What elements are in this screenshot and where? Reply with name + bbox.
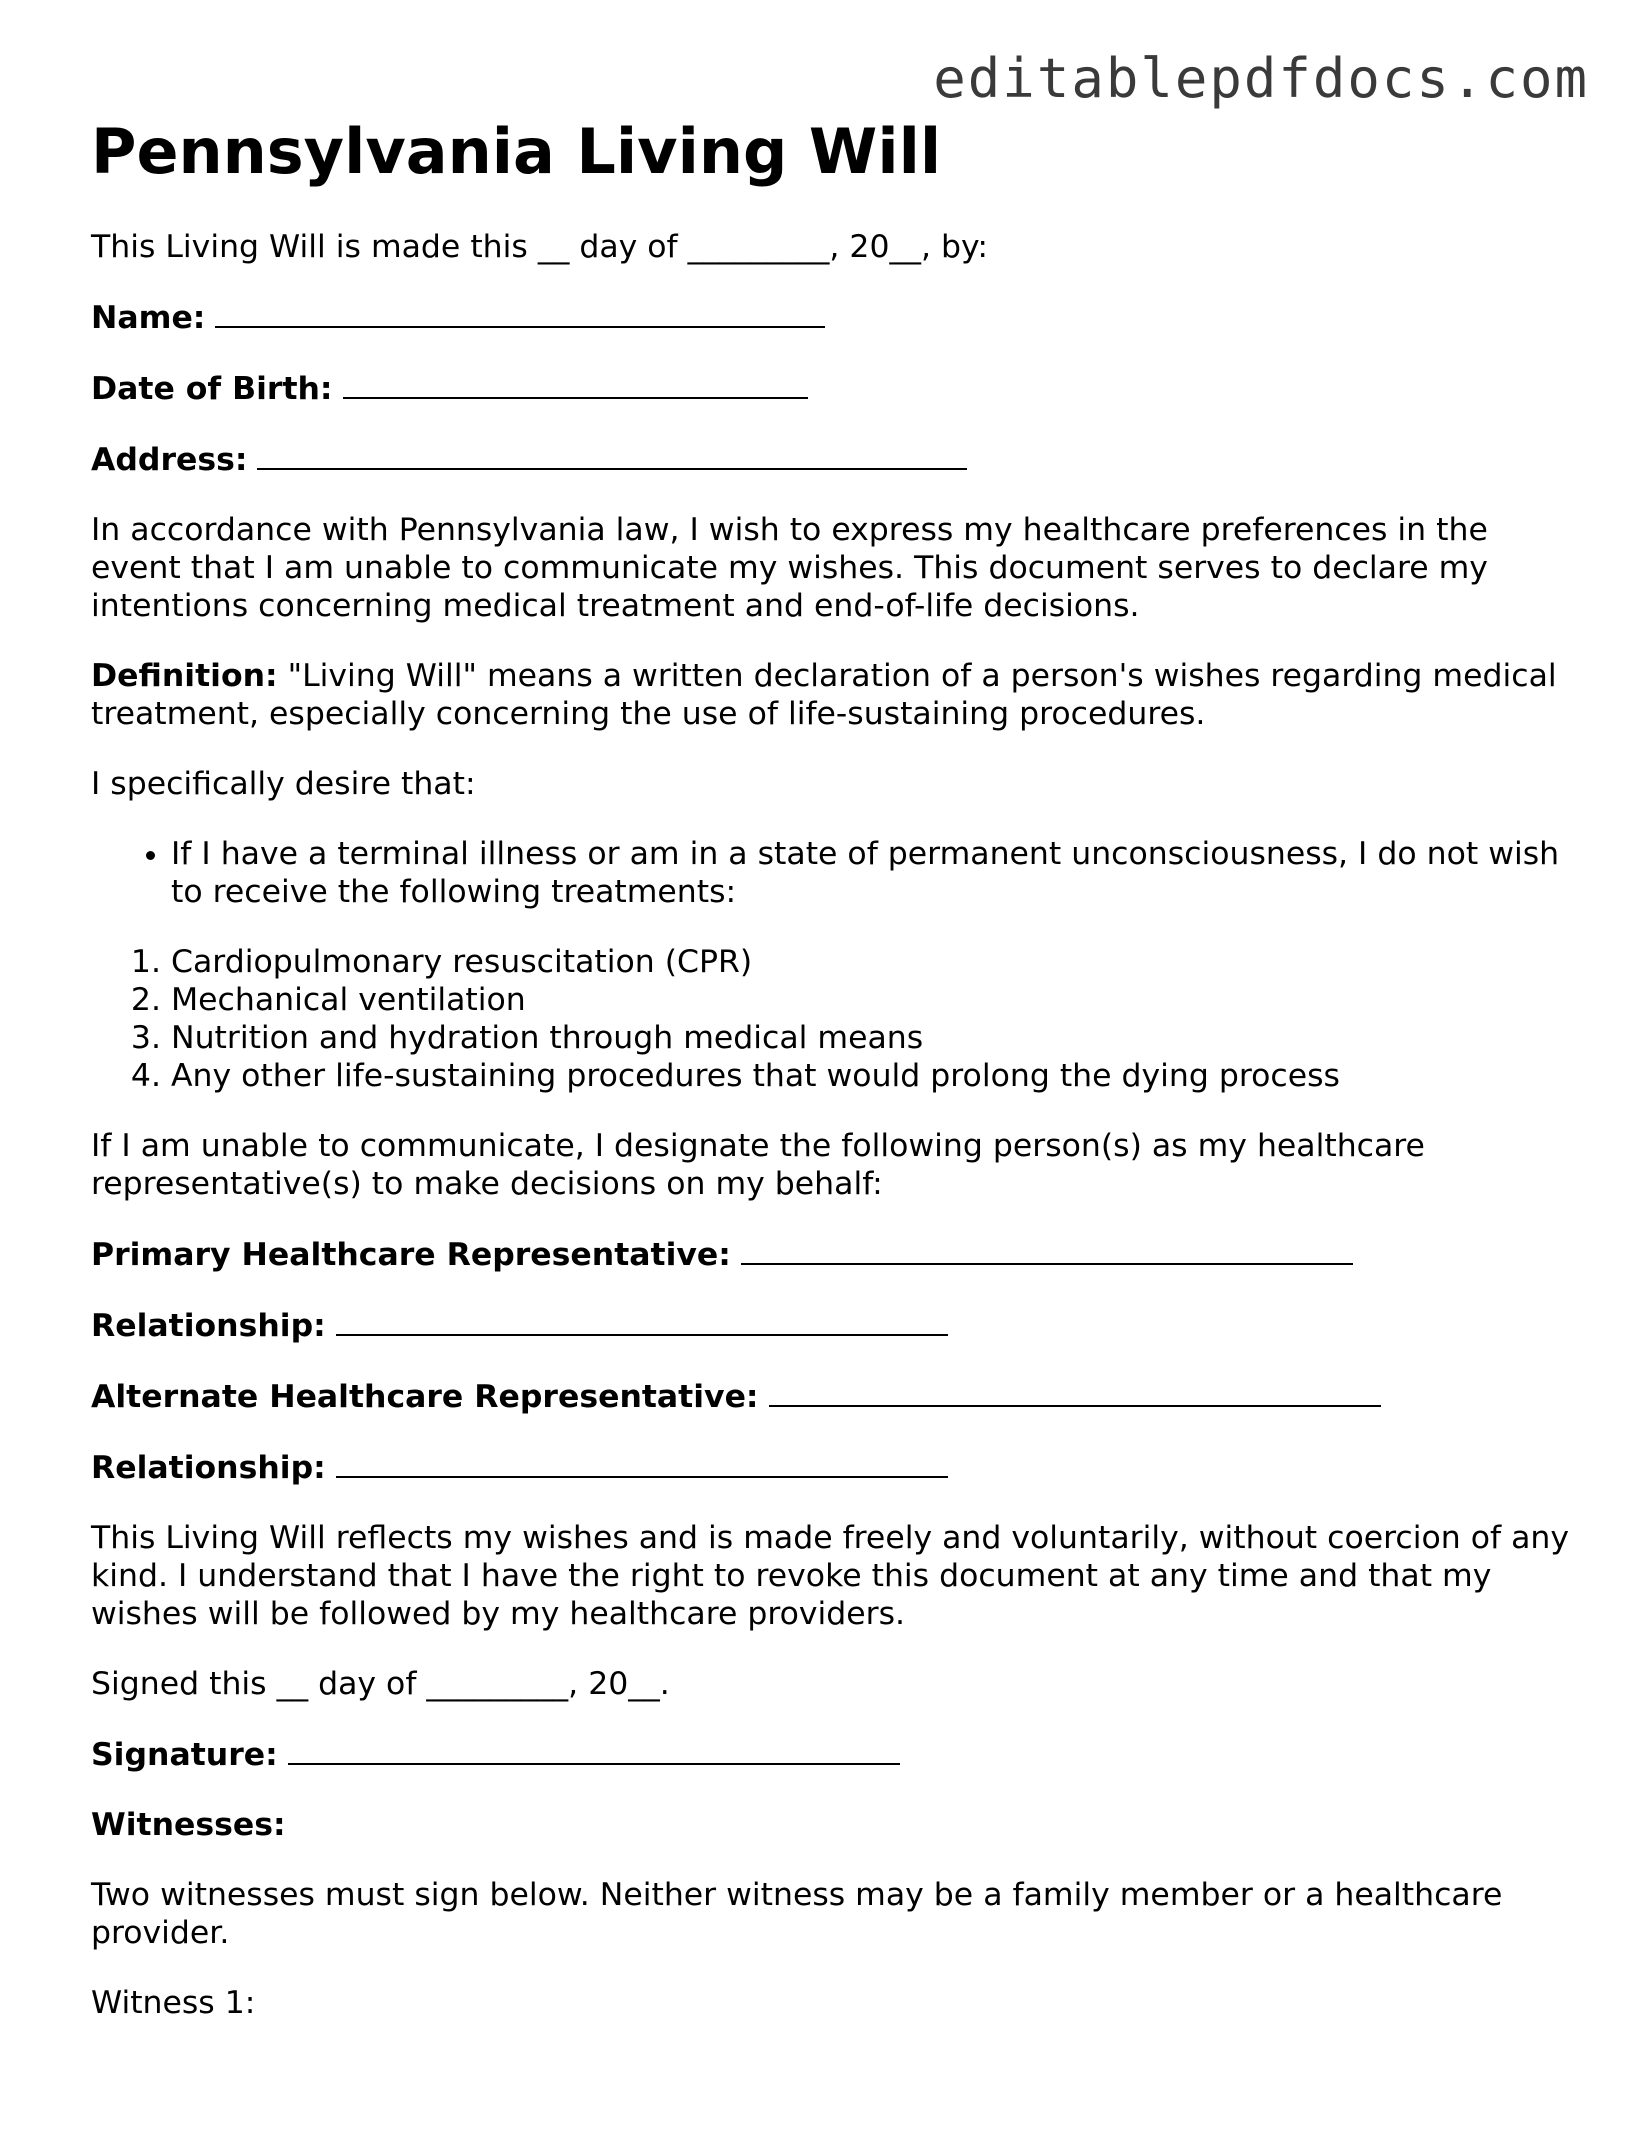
treatment-item: 4. Any other life-sustaining procedures that would prolong the dying process — [171, 1057, 1571, 1095]
watermark: editablepdfdocs.com — [933, 47, 1589, 110]
reflects-paragraph: This Living Will reflects my wishes and is made freely and voluntarily, without coercion of any kind. I understand that I have the right to revoke this document at any time and that my wishes will be followed by my healthcare providers. — [91, 1520, 1570, 1633]
relationship-blank-2[interactable] — [336, 1448, 948, 1478]
relationship-field-2[interactable] — [91, 1448, 1571, 1487]
signature-label: Signature: — [91, 1737, 278, 1774]
primary-representative-label: Primary Healthcare Representative: — [91, 1237, 731, 1274]
dob-label: Date of Birth: — [91, 371, 333, 408]
witnesses-paragraph: Two witnesses must sign below. Neither witness may be a family member or a healthcare provider. — [91, 1877, 1503, 1952]
treatment-list — [91, 943, 1571, 1095]
dob-field[interactable] — [91, 369, 1571, 408]
treatment-item: 2. Mechanical ventilation — [171, 981, 1571, 1019]
relationship-field-1[interactable] — [91, 1306, 1571, 1345]
accordance-paragraph: In accordance with Pennsylvania law, I wish to express my healthcare preferences in the event that I am unable to communicate my wishes. This document serves to declare my intentions concerning medical treatment and end-of-life decisions. — [91, 512, 1488, 625]
alternate-representative-blank[interactable] — [769, 1377, 1381, 1407]
alternate-representative-label: Alternate Healthcare Representative: — [91, 1379, 759, 1416]
signature-blank[interactable] — [288, 1735, 900, 1765]
name-field[interactable] — [91, 298, 1571, 337]
definition-label: Definition: — [91, 658, 278, 695]
signed-line: Signed this __ day of _________, 20__. — [91, 1666, 670, 1703]
intro-line: This Living Will is made this __ day of _________, 20__, by: — [91, 229, 988, 266]
dob-blank[interactable] — [343, 369, 808, 399]
definition-paragraph — [91, 657, 1571, 733]
relationship-label-1: Relationship: — [91, 1308, 326, 1345]
witnesses-heading: Witnesses: — [91, 1807, 286, 1844]
definition-text: "Living Will" means a written declaration of a person's wishes regarding medical treatment, especially concerning the use of life-sustaining procedures. — [91, 658, 1557, 733]
name-label: Name: — [91, 300, 206, 337]
bullet-list — [91, 835, 1571, 911]
designate-paragraph: If I am unable to communicate, I designate the following person(s) as my healthcare representative(s) to make decisions on my behalf: — [91, 1128, 1425, 1203]
witness-1-label: Witness 1: — [91, 1985, 256, 2022]
primary-representative-blank[interactable] — [741, 1235, 1353, 1265]
bullet-item: • If I have a terminal illness or am in a state of permanent unconsciousness, I do not wish to receive the following treatments: — [171, 835, 1571, 911]
desire-intro: I specifically desire that: — [91, 766, 476, 803]
relationship-blank-1[interactable] — [336, 1306, 948, 1336]
address-blank[interactable] — [257, 440, 967, 470]
name-blank[interactable] — [215, 298, 825, 328]
alternate-representative-field[interactable] — [91, 1377, 1571, 1416]
relationship-label-2: Relationship: — [91, 1450, 326, 1487]
document-body — [91, 115, 1571, 2054]
primary-representative-field[interactable] — [91, 1235, 1571, 1274]
address-field[interactable] — [91, 440, 1571, 479]
treatment-item: 1. Cardiopulmonary resuscitation (CPR) — [171, 943, 1571, 981]
address-label: Address: — [91, 442, 248, 479]
document-title: Pennsylvania Living Will — [91, 115, 942, 188]
signature-field[interactable] — [91, 1735, 1571, 1774]
treatment-item: 3. Nutrition and hydration through medical means — [171, 1019, 1571, 1057]
